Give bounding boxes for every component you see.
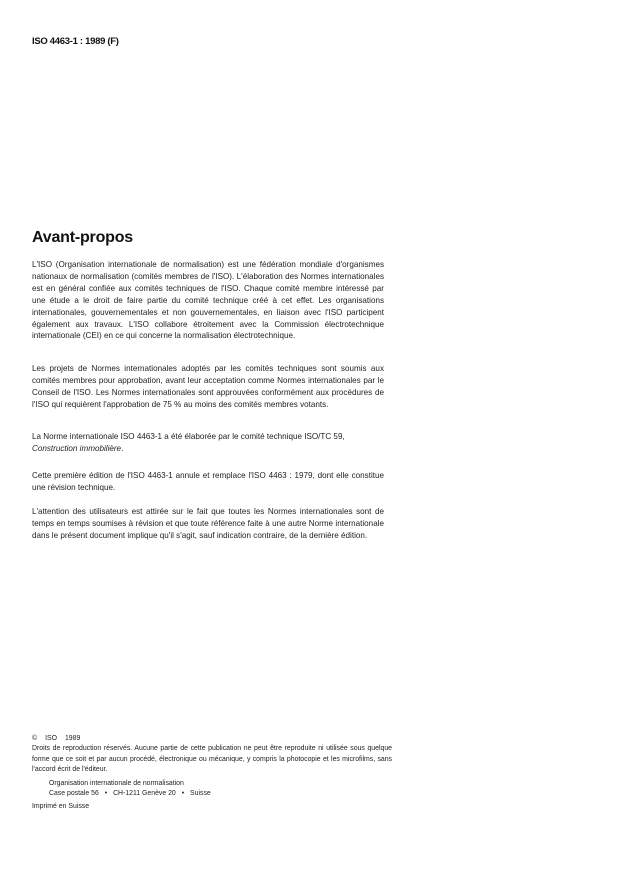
committee-name: Construction immobilière bbox=[32, 443, 122, 453]
copyright-org: ISO bbox=[45, 735, 57, 742]
copyright-icon: © bbox=[32, 735, 38, 742]
paragraph-iso-organisation: L'ISO (Organisation internationale de normalisation) est une fédération mondiale d'organismes nationaux de normalisation (comités membres de l'ISO). L'élaboration des Normes internationales est en général confiée aux comités techniques de l'ISO. Chaque comité membre intéressé par une étude a le droit de faire partie du comité technique créé à cet effet. Les organisations internationales, gouvernementales et non gouvernementales, en liaison avec l'ISO participent également aux travaux. L'ISO collabore étroitement avec la Commission électrotechnique internationale (CEI) en ce qui concerne la normalisation électrotechnique. bbox=[32, 260, 384, 341]
city: CH-1211 Genève 20 bbox=[113, 790, 176, 798]
copyright-line bbox=[32, 734, 392, 744]
paragraph-revision-notice: L'attention des utilisateurs est attirée sur le fait que toutes les Normes internationales sont de temps en temps soumises à révision et que toute référence faite à une autre Norme internationale dans le présent document implique qu'il s'agit, sauf indication contraire, de la dernière édition. bbox=[32, 507, 384, 540]
document-reference: ISO 4463-1 : 1989 (F) bbox=[32, 36, 119, 47]
publisher-address bbox=[49, 789, 392, 799]
section-title: Avant-propos bbox=[32, 229, 134, 246]
paragraph-approval-process: Les projets de Normes internationales adoptés par les comités techniques sont soumis aux comités membres pour approbation, avant leur acceptation comme Normes internationales par le Conseil de l'ISO. Les Normes internationales sont approuvées conformément aux procédures de l'ISO qui requièrent l'approbation de 75 % au moins des comités membres votants. bbox=[32, 364, 384, 409]
country: Suisse bbox=[190, 790, 211, 798]
paragraph-committee-text: La Norme internationale ISO 4463-1 a été élaborée par le comité technique ISO/TC 59, bbox=[32, 432, 345, 441]
paragraph-technical-committee bbox=[32, 431, 384, 455]
publisher-name: Organisation internationale de normalisation bbox=[49, 779, 184, 787]
bullet-icon: • bbox=[104, 790, 108, 798]
bullet-icon: • bbox=[181, 790, 185, 798]
rights-notice: Droits de reproduction réservés. Aucune partie de cette publication ne peut être reproduite ni utilisée sous quelque forme que ce soit et par aucun procédé, électronique ou mécanique, y compris la photocopie et les microfilms, sans l'accord écrit de l'éditeur. bbox=[32, 745, 392, 774]
copyright-year: 1989 bbox=[64, 735, 81, 742]
paragraph-committee-end: . bbox=[121, 443, 124, 453]
printed-in: Imprimé en Suisse bbox=[32, 803, 90, 811]
paragraph-edition-note: Cette première édition de l'ISO 4463-1 annule et remplace l'ISO 4463 : 1979, dont elle constitue une révision technique. bbox=[32, 471, 384, 492]
publication-footer bbox=[32, 734, 392, 813]
po-box: Case postale 56 bbox=[49, 790, 99, 798]
